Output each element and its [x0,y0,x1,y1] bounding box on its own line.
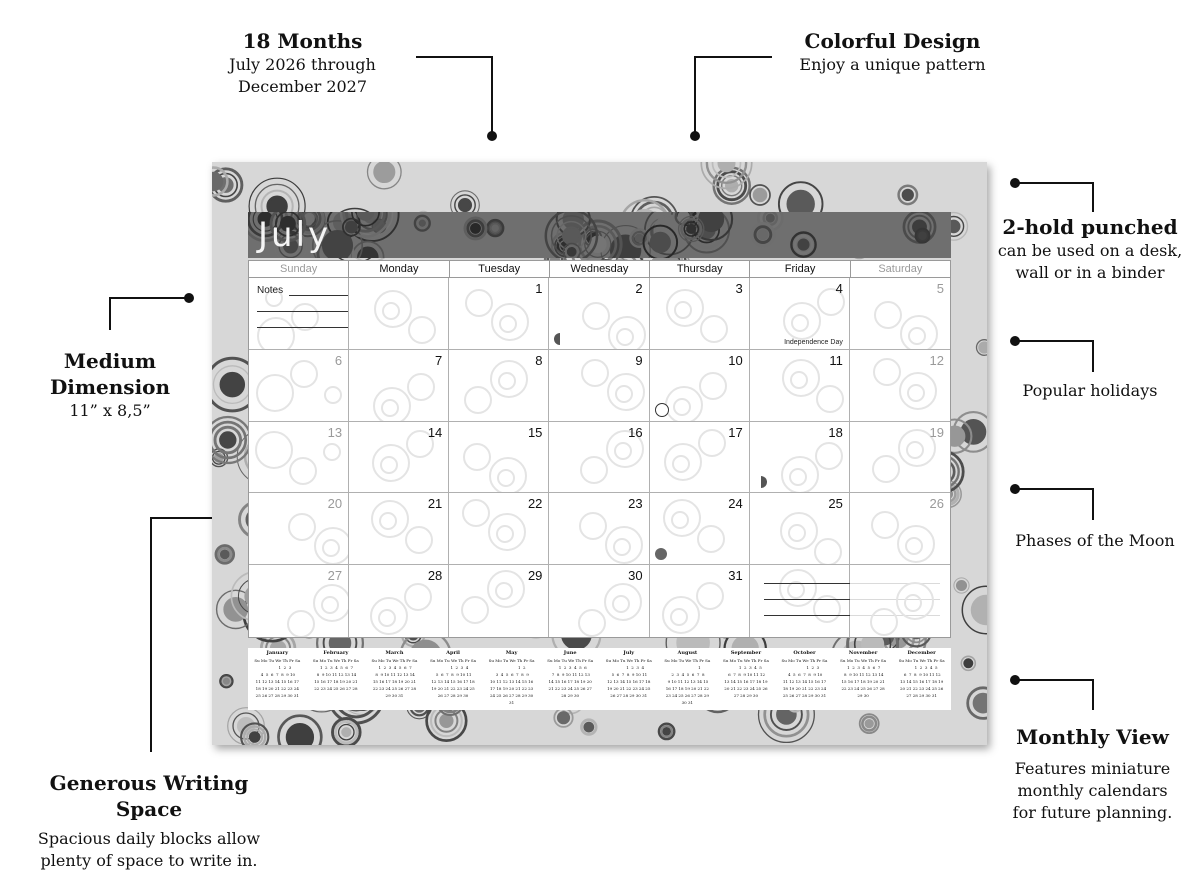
day-number: 14 [427,424,443,440]
day-number: 27 [327,568,343,584]
mini-week-row: 2 3 4 5 6 7 8 [670,672,705,677]
day-cell[interactable] [750,350,850,422]
mini-week-row: 12 13 14 15 16 17 18 [431,679,475,684]
mini-week-row: 1 2 3 [789,665,820,670]
pattern-circle [977,340,988,356]
day-number: 22 [527,496,543,512]
day-cell[interactable] [549,565,649,637]
mini-weekday-header: Su Mo Tu We Th Fr Sa [254,658,301,663]
mini-month-name: December [907,650,936,656]
day-number: 7 [435,352,443,368]
day-number: 16 [628,424,643,440]
mini-week-row: 1 [673,665,701,670]
day-number: 29 [527,568,543,584]
day-number: 9 [635,352,643,368]
day-cell[interactable] [750,422,850,494]
mini-week-row: 1 2 3 4 5 [905,665,938,670]
desk-calendar [212,162,987,745]
mini-week-row: 15 16 17 18 19 20 21 [841,679,885,684]
pattern-circle [679,216,704,241]
pattern-circle [961,656,975,670]
mini-week-row: 14 15 16 17 18 19 20 [548,679,592,684]
day-cell[interactable] [449,422,549,494]
mini-calendar [834,648,893,710]
pattern-circle [752,224,774,246]
day-cell[interactable] [449,565,549,637]
weekday-friday: Friday [750,261,850,277]
mini-month-name: August [677,650,698,656]
mini-weekday-header: Su Mo Tu We Th Fr Sa [781,658,828,663]
pattern-circle [968,688,987,719]
day-number: 28 [427,568,443,584]
pattern-circle [954,578,969,593]
day-cell[interactable] [650,278,750,350]
mini-week-row: 17 18 19 20 21 22 23 [489,686,534,691]
day-number: 10 [728,352,743,368]
mini-week-row: 9 10 11 12 13 14 15 [666,679,709,684]
mini-week-row: 23 24 25 26 27 28 29 [665,693,709,698]
day-cell[interactable] [249,493,349,565]
mini-week-row: 26 27 28 29 30 [437,693,469,698]
last-quarter-moon-icon [755,476,767,488]
mini-week-row: 1 2 3 4 5 6 7 [377,665,412,670]
pattern-circle [465,218,486,239]
mini-calendar [717,648,776,710]
mini-month-name: July [623,650,635,656]
pattern-circle [791,233,815,257]
notes-line [257,327,349,328]
month-title: July [258,215,332,255]
pattern-circle [659,724,674,739]
callout-18-months [200,28,405,98]
full-moon-icon [655,403,669,417]
day-cell[interactable] [750,278,850,350]
mini-weekday-header: Su Mo Tu We Th Fr Sa [605,658,652,663]
mini-week-row: 1 2 [497,665,526,670]
mini-calendar [482,648,541,710]
notes-line [257,311,349,312]
mini-weekday-header: Su Mo Tu We Th Fr Sa [312,658,359,663]
mini-month-name: September [730,650,762,656]
day-number: 12 [929,352,944,368]
mini-month-name: February [323,650,349,656]
mini-week-row: 13 14 15 16 17 18 19 [900,679,944,684]
mini-week-row: 5 6 7 8 9 10 11 [610,672,648,677]
weekday-saturday: Saturday [878,263,923,275]
holiday-label: Independence Day [784,338,843,346]
callout-hole-punched [995,214,1185,284]
mini-week-row: 8 9 10 11 12 13 14 [842,672,884,677]
day-cell[interactable] [850,422,950,494]
day-number: 18 [828,424,843,440]
mini-calendar [248,648,307,710]
pattern-circle [333,718,361,745]
month-grid [248,260,951,638]
mini-calendar [892,648,951,710]
pattern-circle [368,162,402,189]
callout-title: 2-hold punched [1002,215,1178,239]
weekday-wednesday: Wednesday [550,261,650,277]
day-cell[interactable] [549,350,649,422]
day-number: 6 [334,352,343,368]
mini-week-row: 1 2 3 4 5 6 [553,665,587,670]
mini-week-row: 19 20 21 22 23 24 25 [607,686,651,691]
weekday-thursday: Thursday [650,261,750,277]
notes-line [289,295,349,296]
callout-title: Monthly View [1016,725,1169,749]
mini-week-row: 27 28 29 30 [733,693,758,698]
pattern-circle [750,185,770,205]
mini-week-row: 1 2 3 4 [613,665,645,670]
day-number: 8 [535,352,543,368]
callout-medium-dimension [30,348,190,422]
mini-week-row: 22 23 24 25 26 27 28 [314,686,358,691]
day-cell[interactable] [549,278,649,350]
day-number: 13 [327,424,343,440]
mini-week-row: 1 2 3 [263,665,292,670]
callout-subtitle: Popular holidays [1022,381,1158,400]
mini-week-row: 29 30 31 [385,693,404,698]
day-number: 2 [635,281,643,296]
pattern-circle [899,186,917,204]
mini-week-row: 18 19 20 21 22 23 24 [782,686,827,691]
day-cell[interactable] [449,350,549,422]
day-number: 3 [735,281,743,296]
mini-weekday-header: Su Mo Tu We Th Fr Sa [722,658,769,663]
pattern-circle [631,229,648,246]
day-number: 19 [929,424,944,440]
mini-week-row: 6 7 8 9 10 11 12 [726,672,765,677]
mini-month-name: January [266,650,289,656]
mini-week-row: 31 [509,700,515,705]
mini-month-name: March [385,650,404,656]
callout-subtitle: Spacious daily blocks allow plenty of space to write in. [37,829,261,870]
callout-title: Medium Dimension [49,349,171,399]
day-number: 23 [628,496,643,512]
mini-week-row: 21 22 23 24 25 26 27 [548,686,592,691]
day-number: 4 [835,281,843,296]
mini-calendar [541,648,600,710]
day-cell[interactable] [349,422,449,494]
mini-week-row: 1 2 3 4 5 6 7 [318,665,354,670]
weekday-header [249,261,950,278]
mini-week-row: 8 9 10 11 12 13 14 [315,672,357,677]
mini-week-row: 15 16 17 18 19 20 21 [314,679,358,684]
day-cell[interactable] [850,350,950,422]
day-cell[interactable] [850,278,950,350]
mini-weekday-header: Su Mo Tu We Th Fr Sa [488,658,535,663]
mini-week-row: 25 26 27 28 29 30 31 [255,693,299,698]
mini-month-name: October [793,650,816,656]
mini-week-row: 24 25 26 27 28 29 30 [489,693,534,698]
notes-label: Notes [257,285,284,296]
mini-week-row: 30 31 [681,700,694,705]
pattern-circle [212,417,251,463]
cell-pattern [349,278,449,350]
callout-subtitle: Features miniature monthly calendars for future planning. [1012,759,1173,822]
day-cell[interactable] [249,350,349,422]
callout-title: Colorful Design [804,29,981,53]
mini-week-row: 8 9 10 11 12 13 14 [374,672,415,677]
day-cells [249,278,950,637]
mini-week-row: 4 5 6 7 8 9 10 [786,672,823,677]
mini-month-name: November [848,650,878,656]
day-number: 20 [327,496,343,512]
empty-cell[interactable] [249,278,349,350]
callout-colorful-design [780,28,1005,76]
callout-title: Generous Writing Space [49,771,249,821]
new-moon-icon [655,548,667,560]
callout-monthly-view [995,724,1190,824]
pattern-circle [582,720,597,735]
mini-week-row: 11 12 13 14 15 16 17 [255,679,299,684]
mini-week-row: 26 27 28 29 30 31 [610,693,648,698]
day-number: 31 [728,568,743,584]
day-cell[interactable] [549,422,649,494]
pattern-circle [220,675,233,688]
day-cell[interactable] [650,493,750,565]
pattern-circle [563,243,580,258]
day-number: 11 [829,352,843,368]
mini-week-row: 22 23 24 25 26 27 28 [372,686,417,691]
mini-week-row: 1 2 3 4 5 [730,665,762,670]
weekday-tuesday: Tuesday [450,261,550,277]
day-cell[interactable] [249,565,349,637]
weekday-sunday: Sunday [249,261,349,277]
mini-week-row: 22 23 24 25 26 27 28 [841,686,885,691]
mini-weekday-header: Su Mo Tu We Th Fr Sa [898,658,945,663]
day-cell[interactable] [549,493,649,565]
mini-weekday-header: Su Mo Tu We Th Fr Sa [430,658,476,663]
mini-week-row: 27 28 29 30 31 [906,693,937,698]
callout-subtitle: Enjoy a unique pattern [799,55,986,74]
mini-calendar [307,648,366,710]
callout-subtitle: July 2026 through December 2027 [229,55,376,96]
mini-calendar [599,648,658,710]
pattern-circle [916,229,930,243]
mini-week-row: 11 12 13 14 15 16 17 [782,679,827,684]
pattern-circle [241,723,268,745]
mini-weekday-header: Su Mo Tu We Th Fr Sa [664,658,711,663]
cell-pattern [850,278,950,350]
day-cell[interactable] [449,493,549,565]
mini-week-row: 3 4 5 6 7 8 9 [494,672,529,677]
day-cell[interactable] [349,565,449,637]
day-number: 25 [828,496,843,512]
weekday-monday: Monday [349,261,449,277]
mini-week-row: 7 8 9 10 11 12 13 [550,672,590,677]
mini-week-row: 18 19 20 21 22 23 24 [255,686,299,691]
mini-week-row: 20 21 22 23 24 25 26 [900,686,944,691]
mini-week-row: 29 30 [857,693,869,698]
callout-popular-holidays [995,380,1185,402]
mini-calendar [658,648,717,710]
day-cell[interactable] [750,493,850,565]
callout-subtitle: can be used on a desk, wall or in a binder [997,241,1183,282]
mini-week-row: 1 2 3 4 5 6 7 [845,665,881,670]
first-quarter-moon-icon [554,333,566,345]
day-number: 5 [936,281,944,296]
mini-calendar [365,648,424,710]
pattern-circle [279,716,322,745]
mini-week-row: 15 16 17 18 19 20 21 [372,679,417,684]
callout-moon-phases [995,530,1195,552]
pattern-circle [487,220,503,236]
mini-weekday-header: Su Mo Tu We Th Fr Sa [547,658,594,663]
day-number: 30 [628,568,643,584]
pattern-circle [415,216,429,230]
day-cell[interactable] [850,493,950,565]
day-number: 24 [728,496,743,512]
mini-week-row: 6 7 8 9 10 11 12 [902,672,941,677]
mini-week-row: 5 6 7 8 9 10 11 [434,672,472,677]
empty-cell[interactable] [750,565,850,637]
pattern-circle [343,219,360,236]
empty-cell[interactable] [850,565,950,637]
mini-calendars-strip [248,648,951,710]
day-cell[interactable] [449,278,549,350]
day-cell[interactable] [349,493,449,565]
mini-week-row: 25 26 27 28 29 30 31 [782,693,827,698]
mini-calendar [775,648,834,710]
day-cell[interactable] [650,422,750,494]
mini-month-name: June [563,650,577,656]
pattern-circle [216,546,234,564]
day-number: 15 [527,424,543,440]
mini-week-row: 1 2 3 4 [437,665,469,670]
mini-month-name: April [446,650,460,656]
mini-week-row: 13 14 15 16 17 18 19 [724,679,768,684]
pattern-circle [352,242,384,259]
pattern-circle [962,586,987,633]
pattern-circle [554,709,572,727]
mini-calendar [424,648,483,710]
callout-title: 18 Months [242,29,363,53]
callout-subtitle: Phases of the Moon [1015,531,1175,550]
day-number: 26 [929,496,944,512]
day-cell[interactable] [650,565,750,637]
cell-pattern [850,565,950,637]
callout-subtitle: 11” x 8,5” [69,401,151,420]
mini-week-row: 28 29 30 [561,693,580,698]
day-number: 17 [728,424,743,440]
mini-weekday-header: Su Mo Tu We Th Fr Sa [371,658,418,663]
day-number: 21 [427,496,443,512]
mini-weekday-header: Su Mo Tu We Th Fr Sa [840,658,887,663]
mini-month-name: May [505,650,518,656]
banner-pattern [248,212,951,258]
day-number: 1 [535,281,543,296]
mini-week-row: 16 17 18 19 20 21 22 [665,686,709,691]
month-banner [248,212,951,258]
mini-week-row: 19 20 21 22 23 24 25 [431,686,475,691]
pattern-circle [860,714,879,733]
mini-week-row: 4 5 6 7 8 9 10 [259,672,296,677]
mini-week-row: 12 13 14 15 16 17 18 [607,679,651,684]
day-cell[interactable] [249,422,349,494]
day-cell[interactable] [650,350,750,422]
empty-cell[interactable] [349,278,449,350]
mini-week-row: 10 11 12 13 14 15 16 [489,679,534,684]
mini-week-row: 20 21 22 23 24 25 26 [724,686,768,691]
callout-writing-space [14,770,284,872]
cell-pattern [750,565,850,637]
day-cell[interactable] [349,350,449,422]
